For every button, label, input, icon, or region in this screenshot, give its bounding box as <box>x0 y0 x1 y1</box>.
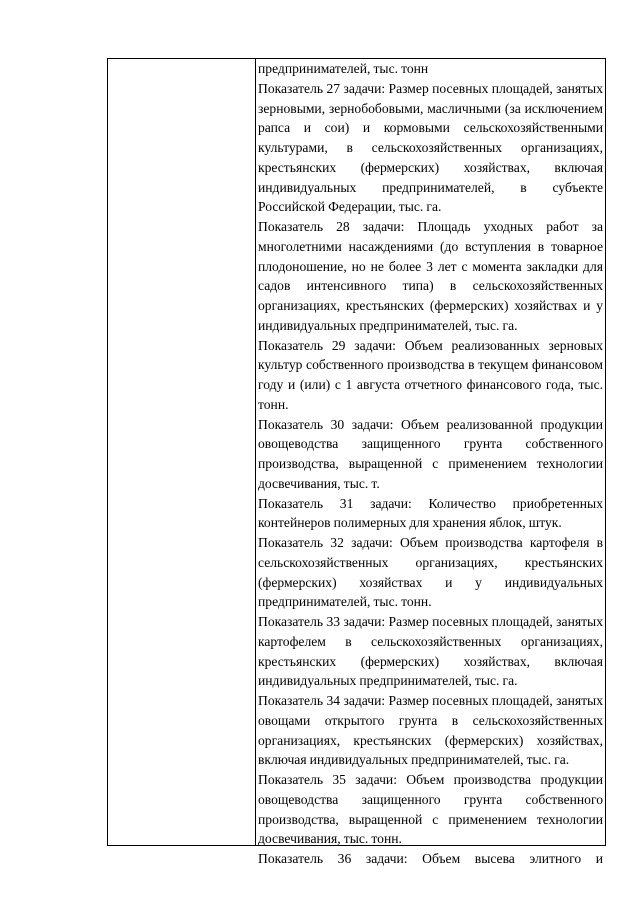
indicator-paragraph: Показатель 33 задачи: Размер посевных площадей, занятых картофелем в сельскохозяйственных организациях, крестьянских (фермерских) хозяйствах, включая индивидуальных предпринимателей, тыс. га. <box>258 614 603 689</box>
table-border-left <box>107 58 108 846</box>
indicator-paragraph: Показатель 27 задачи: Размер посевных площадей, занятых зерновыми, зернобобовыми, масличными (за исключением рапса и сои) и кормовыми сельскохозяйственными культурами, в сельскохозяйственных организациях, крестьянских (фермерских) хозяйствах, включая индивидуальных предпринимателей, в субъекте Российской Федерации, тыс. га. <box>258 80 603 215</box>
indicator-paragraph: Показатель 30 задачи: Объем реализованной продукции овощеводства защищенного грунта собственного производства, выращенной с применением технологии досвечивания, тыс. т. <box>258 416 603 491</box>
indicator-paragraph: Показатель 34 задачи: Размер посевных площадей, занятых овощами открытого грунта в сельскохозяйственных организациях, крестьянских (фермерских) хозяйствах, включая индивидуальных предпринимателей, тыс. га. <box>258 693 603 768</box>
table-cell-indicators <box>258 59 603 866</box>
indicator-paragraph: Показатель 31 задачи: Количество приобретенных контейнеров полимерных для хранения яблок, штук. <box>258 495 603 531</box>
indicator-paragraph: Показатель 28 задачи: Площадь уходных работ за многолетними насаждениями (до вступления в товарное плодоношение, но не более 3 лет с момента закладки для садов интенсивного типа) в сельскохозяйственных организациях, крестьянских (фермерских) хозяйствах и у индивидуальных предпринимателей, тыс. га. <box>258 219 603 333</box>
indicator-paragraph: предпринимателей, тыс. тонн <box>258 61 429 76</box>
table-column-divider <box>255 58 256 846</box>
indicator-paragraph: Показатель 29 задачи: Объем реализованных зерновых культур собственного производства в текущем финансовом году и (или) с 1 августа отчетного финансового года, тыс. тонн. <box>258 337 603 412</box>
table-border-right <box>605 58 606 846</box>
indicator-paragraph: Показатель 32 задачи: Объем производства картофеля в сельскохозяйственных организациях, крестьянских (фермерских) хозяйствах и у индивидуальных предпринимателей, тыс. тонн. <box>258 535 603 610</box>
indicator-paragraph: Показатель 36 задачи: Объем высева элитного и <box>258 851 603 866</box>
indicator-paragraph: Показатель 35 задачи: Объем производства продукции овощеводства защищенного грунта собственного производства, выращенной с применением технологии досвечивания, тыс. тонн. <box>258 772 603 847</box>
